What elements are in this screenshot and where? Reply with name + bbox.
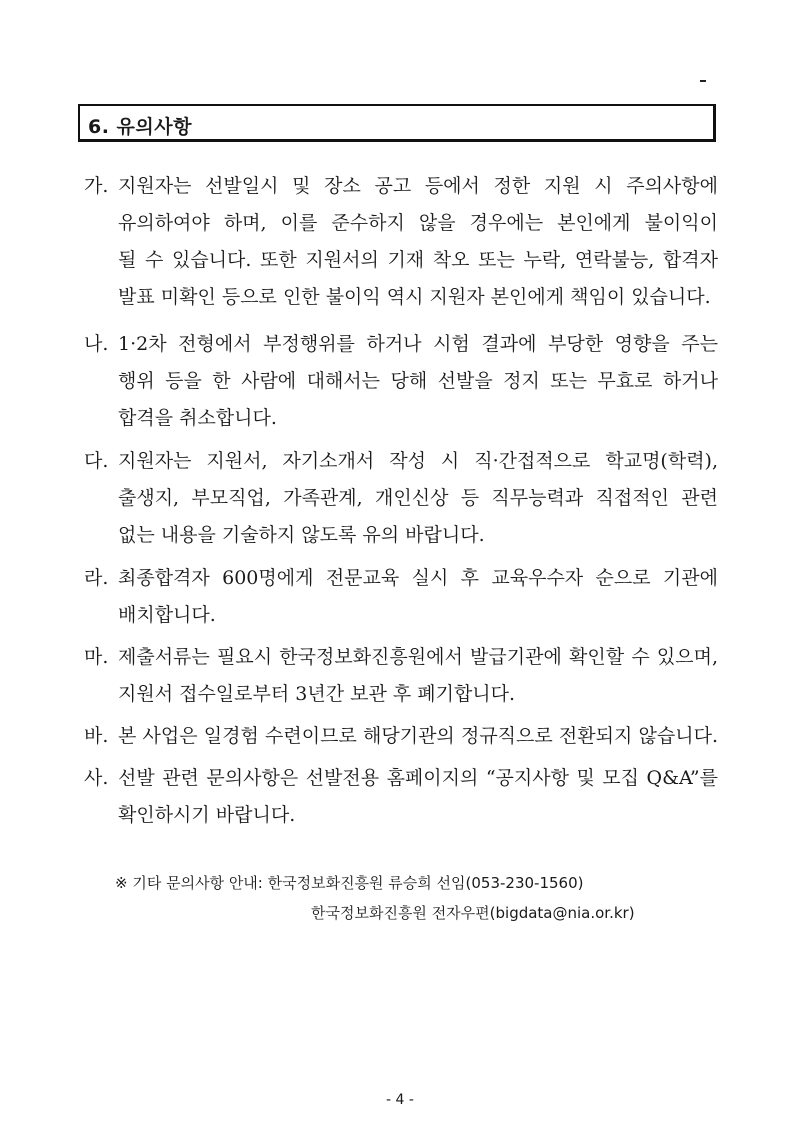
item-line: 발표 미확인 등으로 인한 불이익 역시 지원자 본인에게 책임이 있습니다. <box>118 286 711 308</box>
item-line: 지원자는 지원서, 자기소개서 작성 시 직·간접적으로 학교명(학력), <box>118 450 718 472</box>
item-line: 지원서 접수일로부터 3년간 보관 후 폐기합니다. <box>118 683 516 705</box>
item-line: 1·2차 전형에서 부정행위를 하거나 시험 결과에 부당한 영향을 주는 <box>118 333 718 355</box>
item-line: 선발 관련 문의사항은 선발전용 홈페이지의 “공지사항 및 모집 Q&A”를 <box>118 767 718 789</box>
notice-item-sa <box>84 760 724 834</box>
item-marker: 라. <box>84 567 109 589</box>
item-line: 행위 등을 한 사람에 대해서는 당해 선발을 정지 또는 무효로 하거나 <box>118 370 718 392</box>
notice-item-ba <box>84 718 724 755</box>
item-line: 최종합격자 600명에게 전문교육 실시 후 교육우수자 순으로 기관에 <box>118 567 718 589</box>
item-marker: 마. <box>84 646 109 668</box>
notice-item-ga <box>84 168 724 316</box>
notice-item-ra <box>84 560 724 634</box>
item-line: 합격을 취소합니다. <box>118 407 277 429</box>
item-line: 없는 내용을 기술하지 않도록 유의 바랍니다. <box>118 524 485 546</box>
page-number: - 4 - <box>386 1092 414 1108</box>
notice-item-na <box>84 326 724 437</box>
item-line: 배치합니다. <box>118 604 216 626</box>
item-line: 제출서류는 필요시 한국정보화진흥원에서 발급기관에 확인할 수 있으며, <box>118 646 718 668</box>
item-line: 될 수 있습니다. 또한 지원서의 기재 착오 또는 누락, 연락불능, 합격자 <box>118 249 718 271</box>
notice-item-da <box>84 443 724 554</box>
contact-notice: ※ 기타 문의사항 안내: 한국정보화진흥원 류승희 선임(053-230-1560) <box>115 874 584 892</box>
item-line: 확인하시기 바랍니다. <box>118 804 296 826</box>
item-line: 지원자는 선발일시 및 장소 공고 등에서 정한 지원 시 주의사항에 <box>118 175 718 197</box>
item-marker: 나. <box>84 333 109 355</box>
contact-email: 한국정보화진흥원 전자우편(bigdata@nia.or.kr) <box>311 904 635 922</box>
item-marker: 바. <box>84 725 109 747</box>
item-marker: 사. <box>84 767 109 789</box>
item-marker: 가. <box>84 175 109 197</box>
section-title: 6. 유의사항 <box>88 116 192 138</box>
item-line: 출생지, 부모직업, 가족관계, 개인신상 등 직무능력과 직접적인 관련 <box>118 487 718 509</box>
section-header-box <box>78 104 716 142</box>
item-line: 본 사업은 일경험 수련이므로 해당기관의 정규직으로 전환되지 않습니다. <box>118 725 718 747</box>
item-marker: 다. <box>84 450 109 472</box>
item-line: 유의하여야 하며, 이를 준수하지 않을 경우에는 본인에게 불이익이 <box>118 212 718 234</box>
scan-mark <box>700 80 706 82</box>
notice-item-ma <box>84 639 724 713</box>
